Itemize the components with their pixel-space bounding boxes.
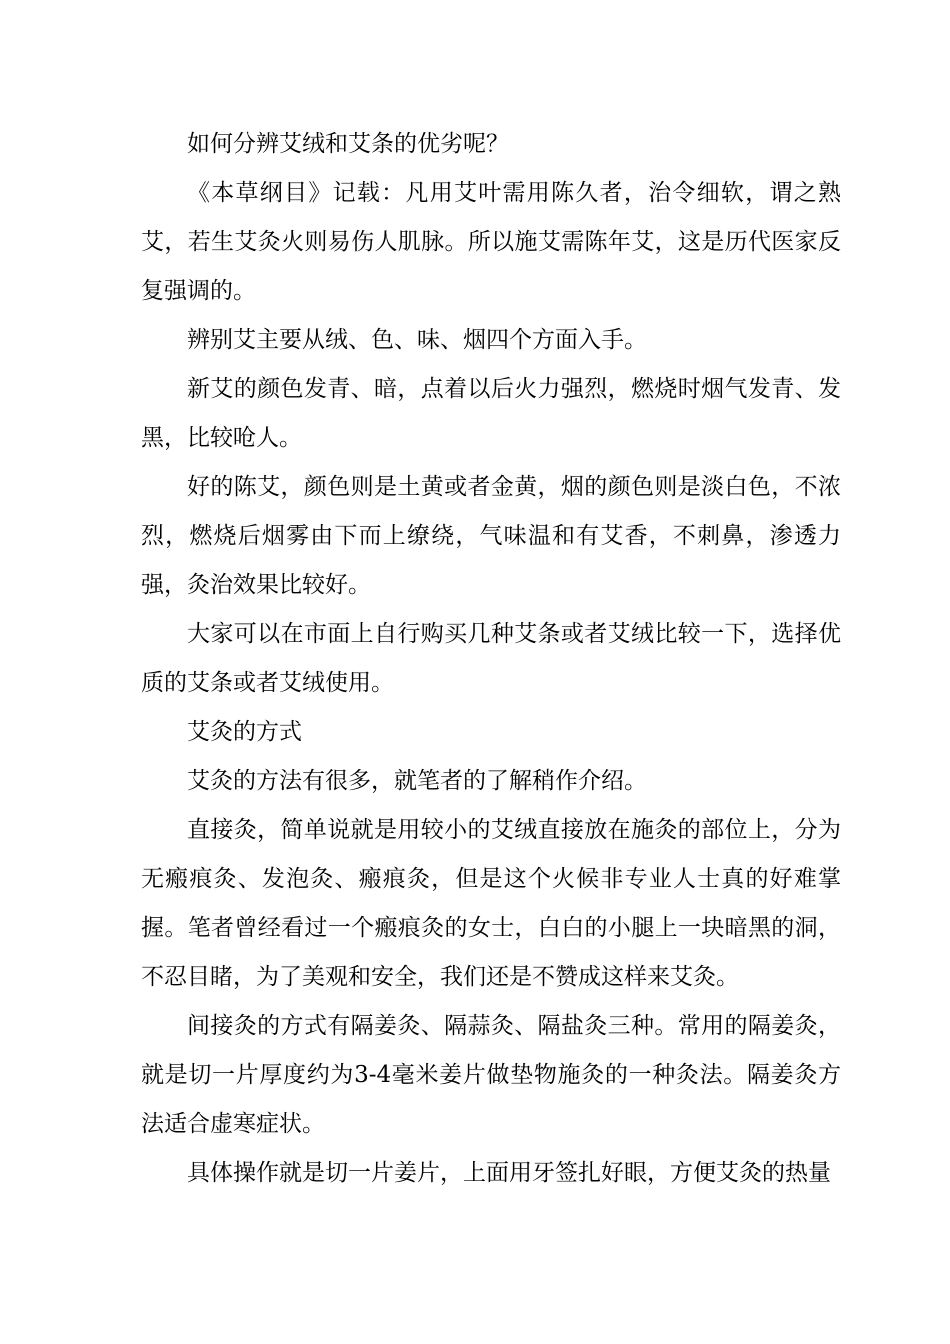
section-heading: 艾灸的方式: [187, 719, 302, 745]
indirect-moxibustion-paragraph: 间接灸的方式有隔姜灸、隔蒜灸、隔盐灸三种。常用的隔姜灸，就是切一片厚度约为3-4毫米姜片做垫物施灸的一种灸法。隔姜灸方法适合虚寒症状。: [141, 1013, 841, 1137]
new-moxa-paragraph: 新艾的颜色发青、暗，点着以后火力强烈，燃烧时烟气发青、发黑，比较呛人。: [141, 376, 841, 451]
identify-moxa-paragraph: 辨别艾主要从绒、色、味、烟四个方面入手。: [187, 327, 647, 353]
methods-intro-paragraph: 艾灸的方法有很多，就笔者的了解稍作介绍。: [187, 768, 647, 794]
direct-moxibustion-paragraph: 直接灸，简单说就是用较小的艾绒直接放在施灸的部位上，分为无瘢痕灸、发泡灸、瘢痕灸，但是这个火候非专业人士真的好难掌握。笔者曾经看过一个瘢痕灸的女士，白白的小腿上一块暗黑的洞，不忍目睹，为了美观和安全，我们还是不赞成这样来艾灸。: [141, 817, 841, 990]
purchase-advice-paragraph: 大家可以在市面上自行购买几种艾条或者艾绒比较一下，选择优质的艾条或者艾绒使用。: [141, 621, 841, 696]
bencao-quote-paragraph: 《本草纲目》记载：凡用艾叶需用陈久者，治令细软，谓之熟艾，若生艾灸火则易伤人肌脉。所以施艾需陈年艾，这是历代医家反复强调的。: [141, 180, 841, 304]
aged-moxa-paragraph: 好的陈艾，颜色则是土黄或者金黄，烟的颜色则是淡白色，不浓烈，燃烧后烟雾由下而上缭绕，气味温和有艾香，不刺鼻，渗透力强，灸治效果比较好。: [141, 474, 841, 598]
document-body: [141, 120, 841, 1198]
operation-paragraph: 具体操作就是切一片姜片，上面用牙签扎好眼，方便艾灸的热量: [187, 1160, 831, 1186]
question-paragraph: 如何分辨艾绒和艾条的优劣呢？: [187, 131, 509, 157]
